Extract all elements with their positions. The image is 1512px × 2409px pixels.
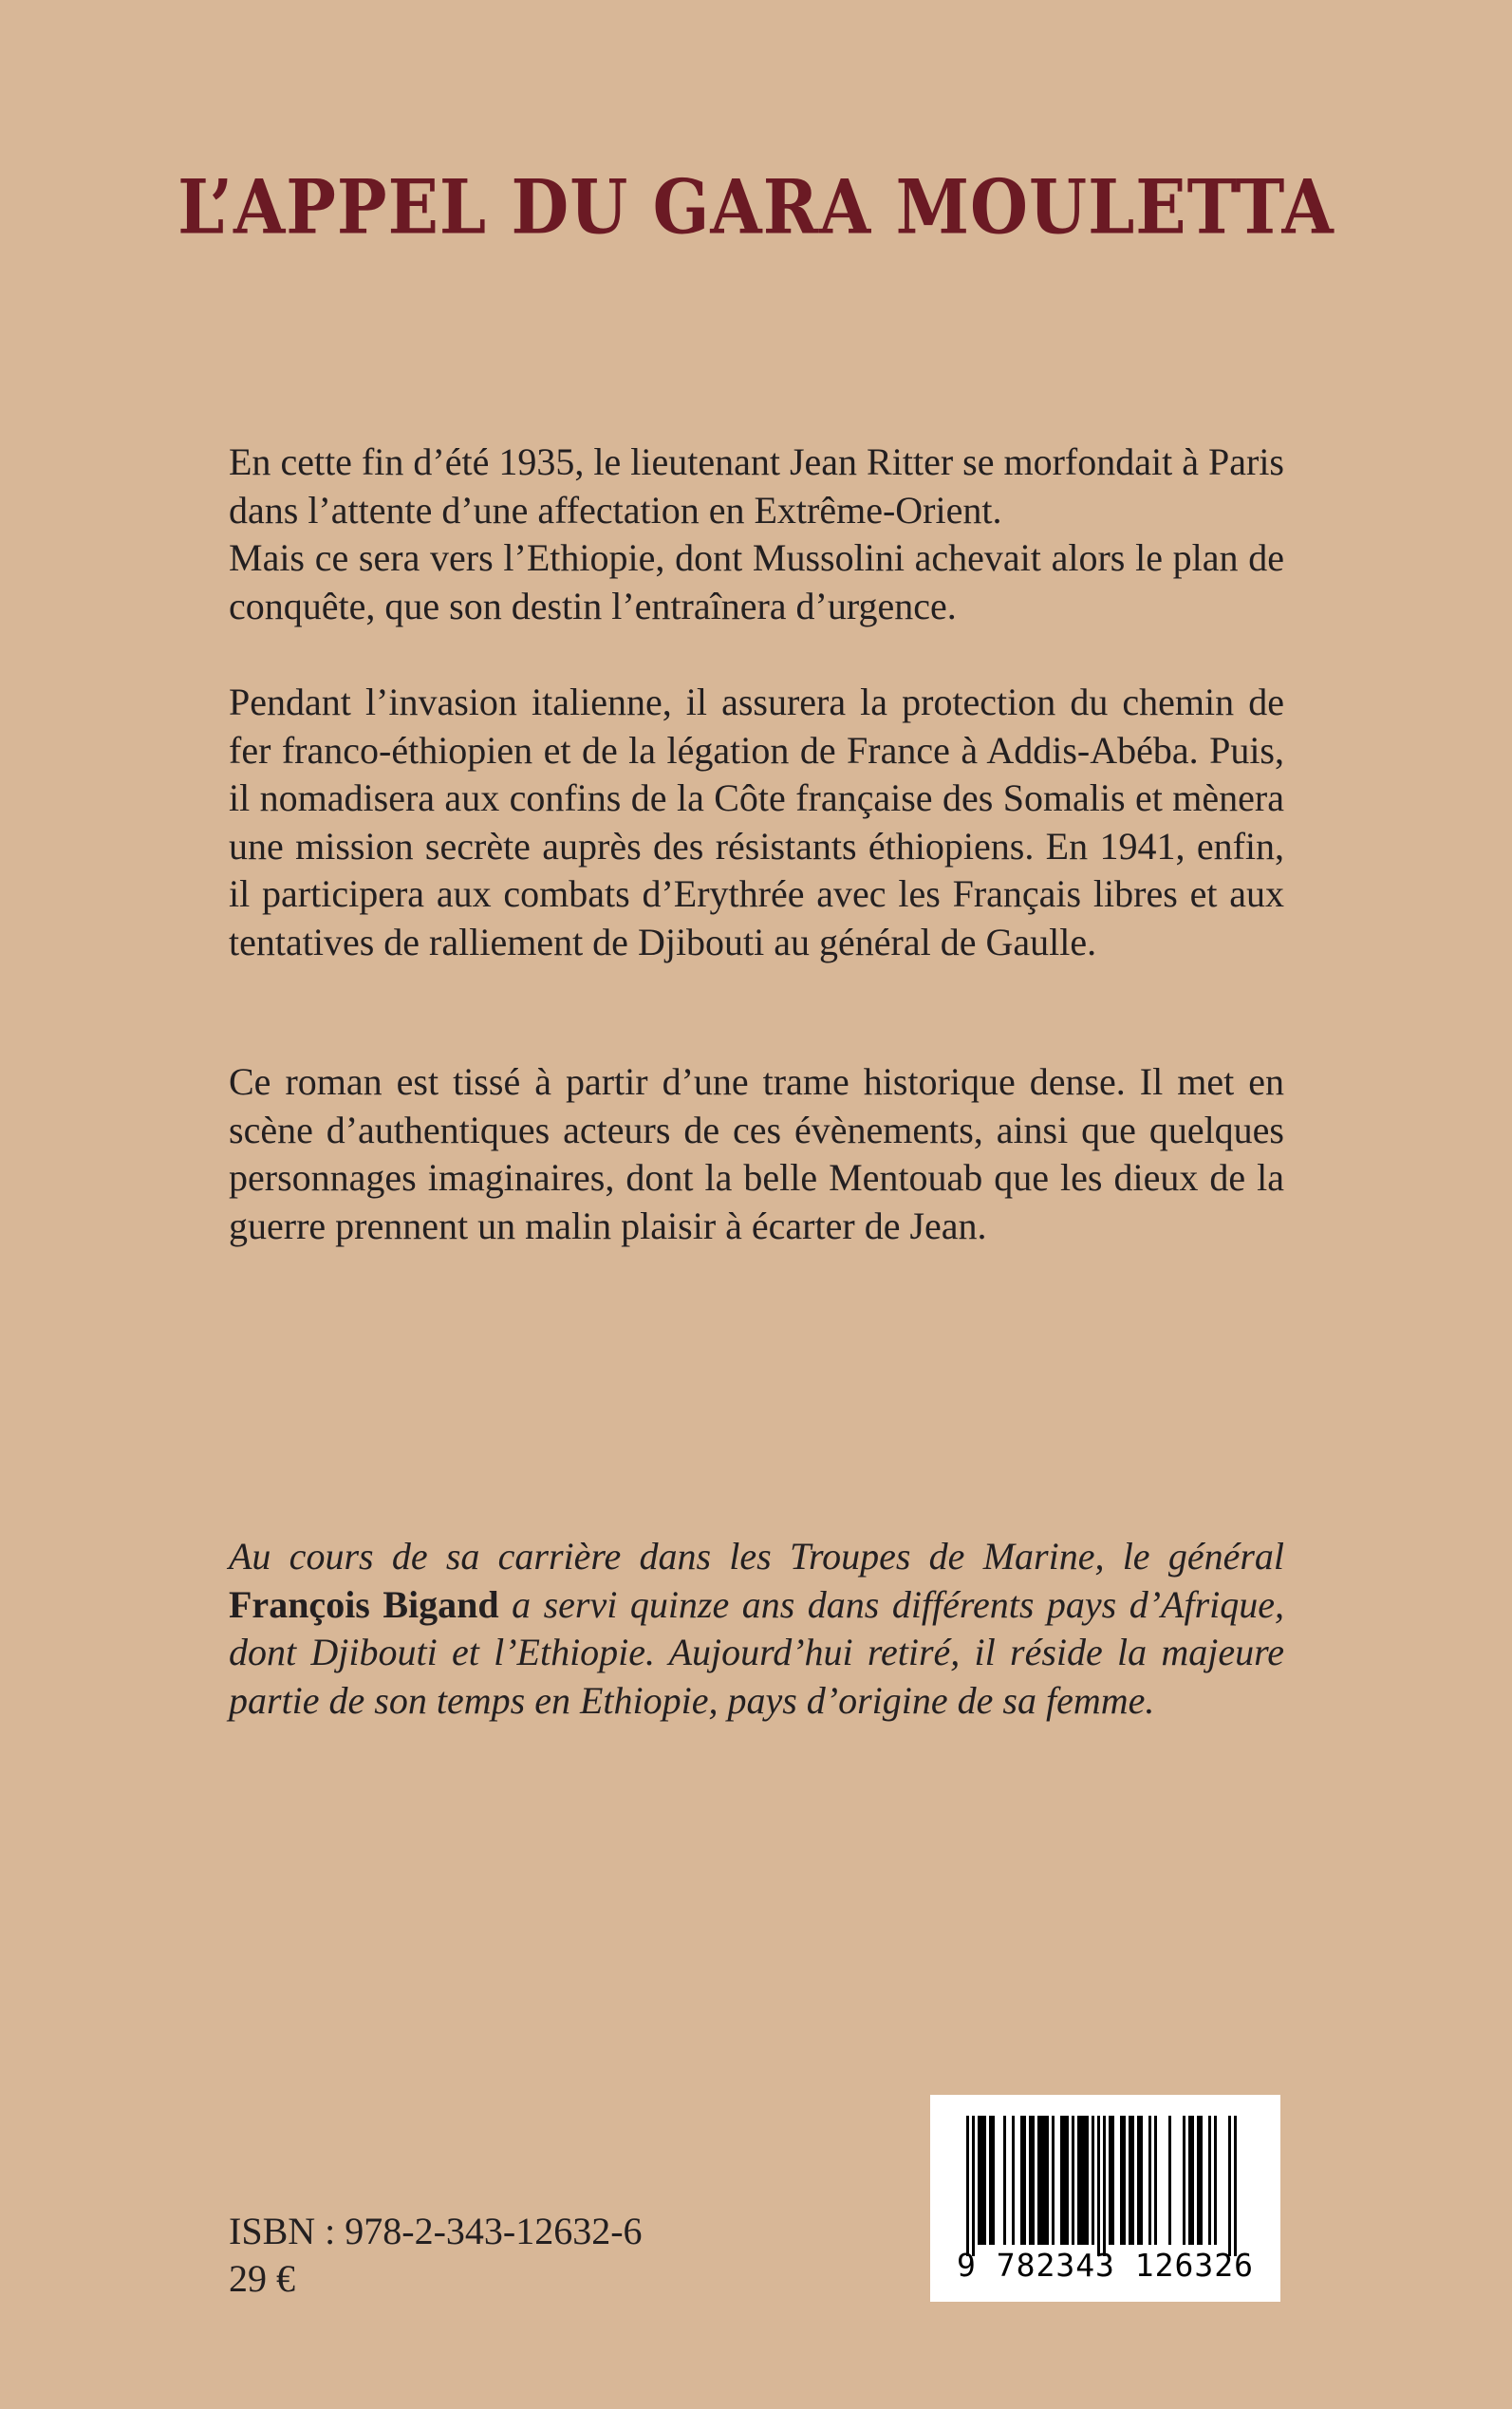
barcode-bar (1092, 2116, 1094, 2245)
isbn: ISBN : 978-2-343-12632-6 (229, 2210, 643, 2252)
blurb-paragraph-3: Ce roman est tissé à partir d’une trame historique dense. Il met en scène d’authentiques acteurs de ces évènements, ainsi que quelques personnages imaginaires, dont la belle Mentouab que les dieux de la guerre prennent un malin plaisir à écarter de Jean. (229, 1060, 1284, 1247)
barcode-bar (1020, 2116, 1023, 2245)
barcode-bar (978, 2116, 980, 2245)
barcode-bar (1023, 2116, 1026, 2245)
barcode-bar (1043, 2116, 1046, 2245)
blurb-paragraph-1 (229, 439, 1284, 630)
barcode-bar (1228, 2116, 1231, 2256)
barcode-bar (1140, 2116, 1143, 2245)
barcode-bar (1120, 2116, 1123, 2245)
author-name: François Bigand (229, 1582, 499, 1626)
barcode-bar (1200, 2116, 1203, 2245)
barcode-bar (1046, 2116, 1049, 2245)
barcode-bar (1003, 2116, 1006, 2245)
barcode-bar (1012, 2116, 1015, 2245)
author-bio (229, 1533, 1284, 1725)
barcode-bar (1077, 2116, 1080, 2245)
barcode-bar (983, 2116, 986, 2245)
barcode-bar (1037, 2116, 1040, 2245)
barcode-bar (989, 2116, 992, 2245)
blurb-text-2: Mais ce sera vers l’Ethiopie, dont Mussolini achevait alors le plan de conquête, que son destin l’entraînera d’urgence. (229, 536, 1284, 627)
barcode-bar (1040, 2116, 1043, 2245)
barcode-bar (1052, 2116, 1055, 2245)
blurb-text-1: En cette fin d’été 1935, le lieutenant Jean Ritter se morfondait à Paris dans l’attente d’une affectation en Extrême-Orient. (229, 440, 1284, 532)
barcode-bar (972, 2116, 975, 2256)
barcode-bar (1086, 2116, 1089, 2245)
barcode-bar (980, 2116, 983, 2245)
barcode-bar (1063, 2116, 1066, 2245)
barcode-digits: 9 782343 126326 (956, 2247, 1254, 2284)
barcode-bar (1148, 2116, 1151, 2245)
barcode-bar (1066, 2116, 1069, 2245)
barcode-bar (1072, 2116, 1074, 2245)
barcode (930, 2095, 1280, 2302)
barcode-bar (1208, 2116, 1211, 2245)
barcode-bar (1168, 2116, 1171, 2245)
blurb-paragraph-2: Pendant l’invasion italienne, il assurera la protection du chemin de fer franco-éthiopien et de la légation de France à Addis-Abéba. Puis, il nomadisera aux confins de la Côte française des Somalis et mènera une mission secrète auprès des résistants éthiopiens. En 1941, enfin, il participera aux combats d’Erythrée avec les Français libres et aux tentatives de ralliement de Djibouti au général de Gaulle. (229, 681, 1284, 963)
barcode-bar (1154, 2116, 1157, 2245)
barcode-bar (1109, 2116, 1111, 2245)
barcode-bar (1032, 2116, 1035, 2245)
barcode-bar (1103, 2116, 1106, 2256)
barcode-bar (1131, 2116, 1134, 2245)
barcode-bar (1234, 2116, 1237, 2256)
barcode-bar (1097, 2116, 1100, 2256)
barcode-bar (1129, 2116, 1131, 2245)
author-bio-intro: Au cours de sa carrière dans les Troupes de Marine, le général (229, 1535, 1284, 1578)
price: 29 € (229, 2257, 295, 2300)
barcode-bar (966, 2116, 969, 2256)
barcode-bar (1214, 2116, 1217, 2245)
book-title: L’APPEL DU GARA MOULETTA (177, 162, 1335, 252)
barcode-bar (1060, 2116, 1063, 2245)
barcode-bar (1197, 2116, 1200, 2245)
barcode-bar (1123, 2116, 1126, 2245)
author-bio-rest: a servi quinze ans dans différents pays d’Afrique, dont Djibouti et l’Ethiopie. Aujourd’hui retiré, il réside la majeure partie de son temps en Ethiopie, pays d’origine de sa femme. (229, 1582, 1284, 1722)
barcode-bar (1137, 2116, 1140, 2245)
barcode-bar (1188, 2116, 1191, 2245)
barcode-bar (1083, 2116, 1086, 2245)
barcode-bar (1080, 2116, 1083, 2245)
barcode-bar (992, 2116, 995, 2245)
barcode-bar (1191, 2116, 1194, 2245)
barcode-bar (1029, 2116, 1032, 2245)
barcode-bar (1111, 2116, 1114, 2245)
barcode-bar (1183, 2116, 1185, 2245)
